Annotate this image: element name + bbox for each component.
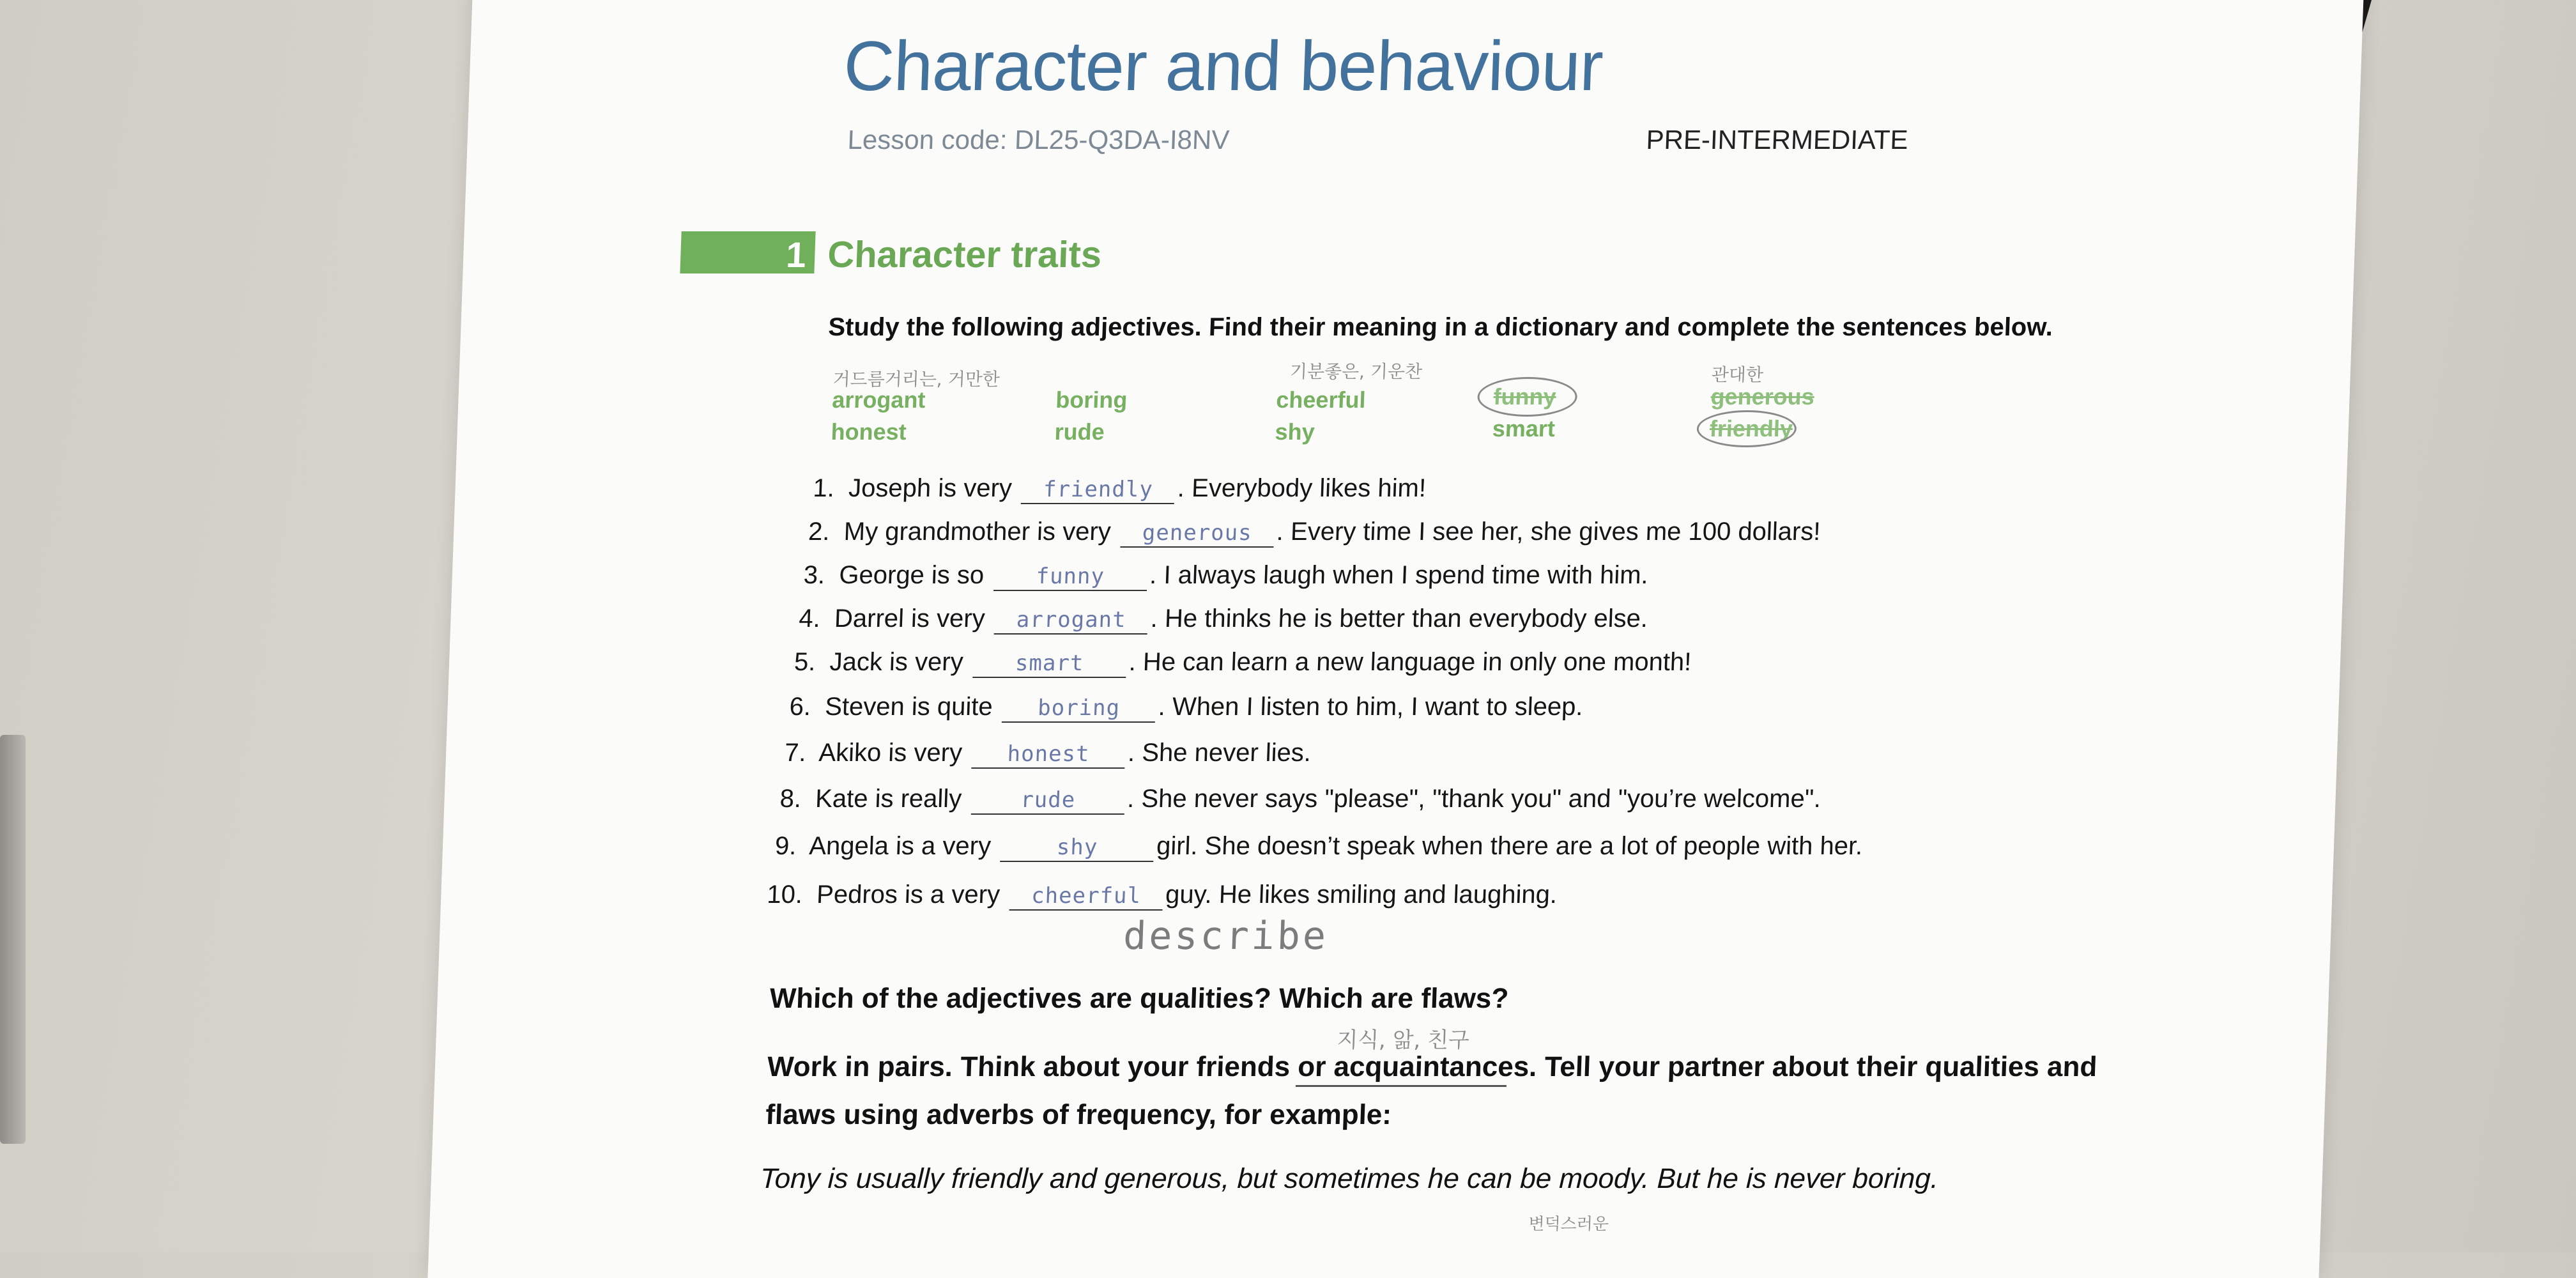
sentence-3 — [803, 561, 1649, 591]
sentence-text: . Every time I see her, she gives me 100 dollars! — [1276, 518, 1821, 546]
sentence-7 — [784, 739, 1311, 769]
handwritten-answer: honest — [1006, 741, 1091, 767]
answer-blank[interactable] — [1000, 832, 1154, 862]
adjective-rude: rude — [1054, 419, 1105, 445]
adjective-smart: smart — [1492, 415, 1556, 442]
sentence-number: 5. — [793, 648, 816, 676]
section-title: Character traits — [827, 234, 1103, 275]
answer-blank[interactable] — [1120, 518, 1275, 548]
sentence-text: . He thinks he is better than everybody else. — [1150, 604, 1648, 633]
handwritten-answer: friendly — [1043, 477, 1154, 502]
pencil-note-describe: describe — [1122, 914, 1330, 958]
sentence-number: 6. — [788, 693, 811, 721]
sentence-text: . Everybody likes him! — [1177, 474, 1427, 502]
sentence-text: George is so — [838, 561, 985, 589]
sentence-text: . He can learn a new language in only one month! — [1128, 648, 1692, 676]
sentence-number: 4. — [798, 604, 821, 633]
sentence-text: . She never lies. — [1127, 739, 1312, 767]
answer-blank[interactable] — [994, 604, 1149, 635]
sentence-text: Angela is a very — [808, 832, 992, 860]
korean-note-acquaintance: 지식, 앎, 친구 — [1336, 1028, 1470, 1053]
adjective-honest: honest — [830, 419, 907, 445]
adjective-friendly: friendly — [1709, 415, 1793, 442]
sentence-text: guy. He likes smiling and laughing. — [1165, 881, 1558, 909]
question-qualities: Which of the adjectives are qualities? Which are flaws? — [769, 983, 1510, 1014]
handwritten-answer: arrogant — [1016, 607, 1127, 633]
handwritten-answer: smart — [1015, 651, 1085, 676]
instructions: Study the following adjectives. Find their meaning in a dictionary and complete the sentences below. — [827, 313, 2053, 341]
sentence-10 — [767, 881, 1558, 911]
sentence-text: Steven is quite — [824, 693, 993, 721]
sentence-text: . I always laugh when I spend time with him. — [1149, 561, 1649, 589]
handwritten-answer: boring — [1037, 695, 1121, 721]
underline-acquaintances — [1296, 1085, 1506, 1087]
sentence-5 — [793, 648, 1692, 678]
adjective-boring: boring — [1055, 387, 1128, 413]
sentence-number: 10. — [766, 881, 803, 909]
sentence-9 — [774, 832, 1863, 862]
handwritten-answer: cheerful — [1031, 883, 1142, 909]
adjective-arrogant: arrogant — [831, 387, 926, 413]
sentence-text: girl. She doesn’t speak when there are a lot of people with her. — [1156, 832, 1864, 860]
adjective-funny: funny — [1492, 383, 1557, 410]
korean-note-generous: 관대한 — [1711, 364, 1764, 385]
circle-funny — [1477, 377, 1578, 417]
sentence-2 — [808, 518, 1821, 548]
sentence-text: Pedros is a very — [816, 881, 1000, 909]
sentence-text: My grandmother is very — [843, 518, 1112, 546]
question-pairs-line2: flaws using adverbs of frequency, for example: — [765, 1099, 1392, 1130]
sentence-text: Kate is really — [815, 785, 962, 813]
sentence-number: 1. — [812, 474, 835, 502]
handwritten-answer: funny — [1035, 564, 1105, 589]
sentence-text: . She never says "please", "thank you" and "you’re welcome". — [1126, 785, 1821, 813]
sentence-text: . When I listen to him, I want to sleep. — [1158, 693, 1584, 721]
adjective-generous: generous — [1710, 383, 1815, 410]
sentence-6 — [789, 693, 1584, 723]
handwritten-answer: rude — [1020, 787, 1076, 813]
handwritten-answer: generous — [1142, 520, 1253, 546]
answer-blank[interactable] — [993, 561, 1147, 591]
adjective-cheerful: cheerful — [1275, 387, 1367, 413]
korean-note-moody: 변덕스러운 — [1528, 1215, 1609, 1234]
adjective-shy: shy — [1274, 419, 1315, 445]
sentence-number: 3. — [803, 561, 826, 589]
sentence-4 — [799, 604, 1648, 635]
answer-blank[interactable] — [1002, 693, 1156, 723]
sentence-text: Jack is very — [829, 648, 964, 676]
answer-blank[interactable] — [971, 739, 1126, 769]
sentence-text: Joseph is very — [848, 474, 1013, 502]
level-label: PRE-INTERMEDIATE — [1645, 125, 1909, 155]
section-number: 1 — [785, 235, 807, 275]
sentence-number: 7. — [784, 739, 807, 767]
sentence-text: Darrel is very — [834, 604, 986, 633]
sentence-8 — [779, 785, 1821, 815]
korean-note-arrogant: 거드름거리는, 거만한 — [832, 369, 1000, 390]
answer-blank[interactable] — [970, 785, 1125, 815]
answer-blank[interactable] — [1009, 881, 1163, 911]
question-pairs-line1: Work in pairs. Think about your friends or acquaintances. Tell your partner about their qualities and — [767, 1051, 2098, 1082]
sentence-text: Akiko is very — [818, 739, 963, 767]
answer-blank[interactable] — [1021, 474, 1176, 504]
sentence-number: 9. — [774, 832, 797, 860]
worksheet-title: Character and behaviour — [842, 27, 1604, 105]
sentence-1 — [813, 474, 1427, 504]
korean-note-cheerful: 기분좋은, 기운찬 — [1289, 361, 1423, 382]
sentence-number: 8. — [779, 785, 802, 813]
lesson-code: Lesson code: DL25-Q3DA-I8NV — [847, 125, 1230, 155]
handwritten-answer: shy — [1056, 835, 1099, 860]
example-sentence: Tony is usually friendly and generous, but sometimes he can be moody. But he is never boring. — [760, 1163, 1939, 1194]
worksheet-page — [427, 0, 2364, 1278]
sentence-number: 2. — [808, 518, 831, 546]
desk-object — [0, 735, 26, 1144]
answer-blank[interactable] — [972, 648, 1127, 678]
